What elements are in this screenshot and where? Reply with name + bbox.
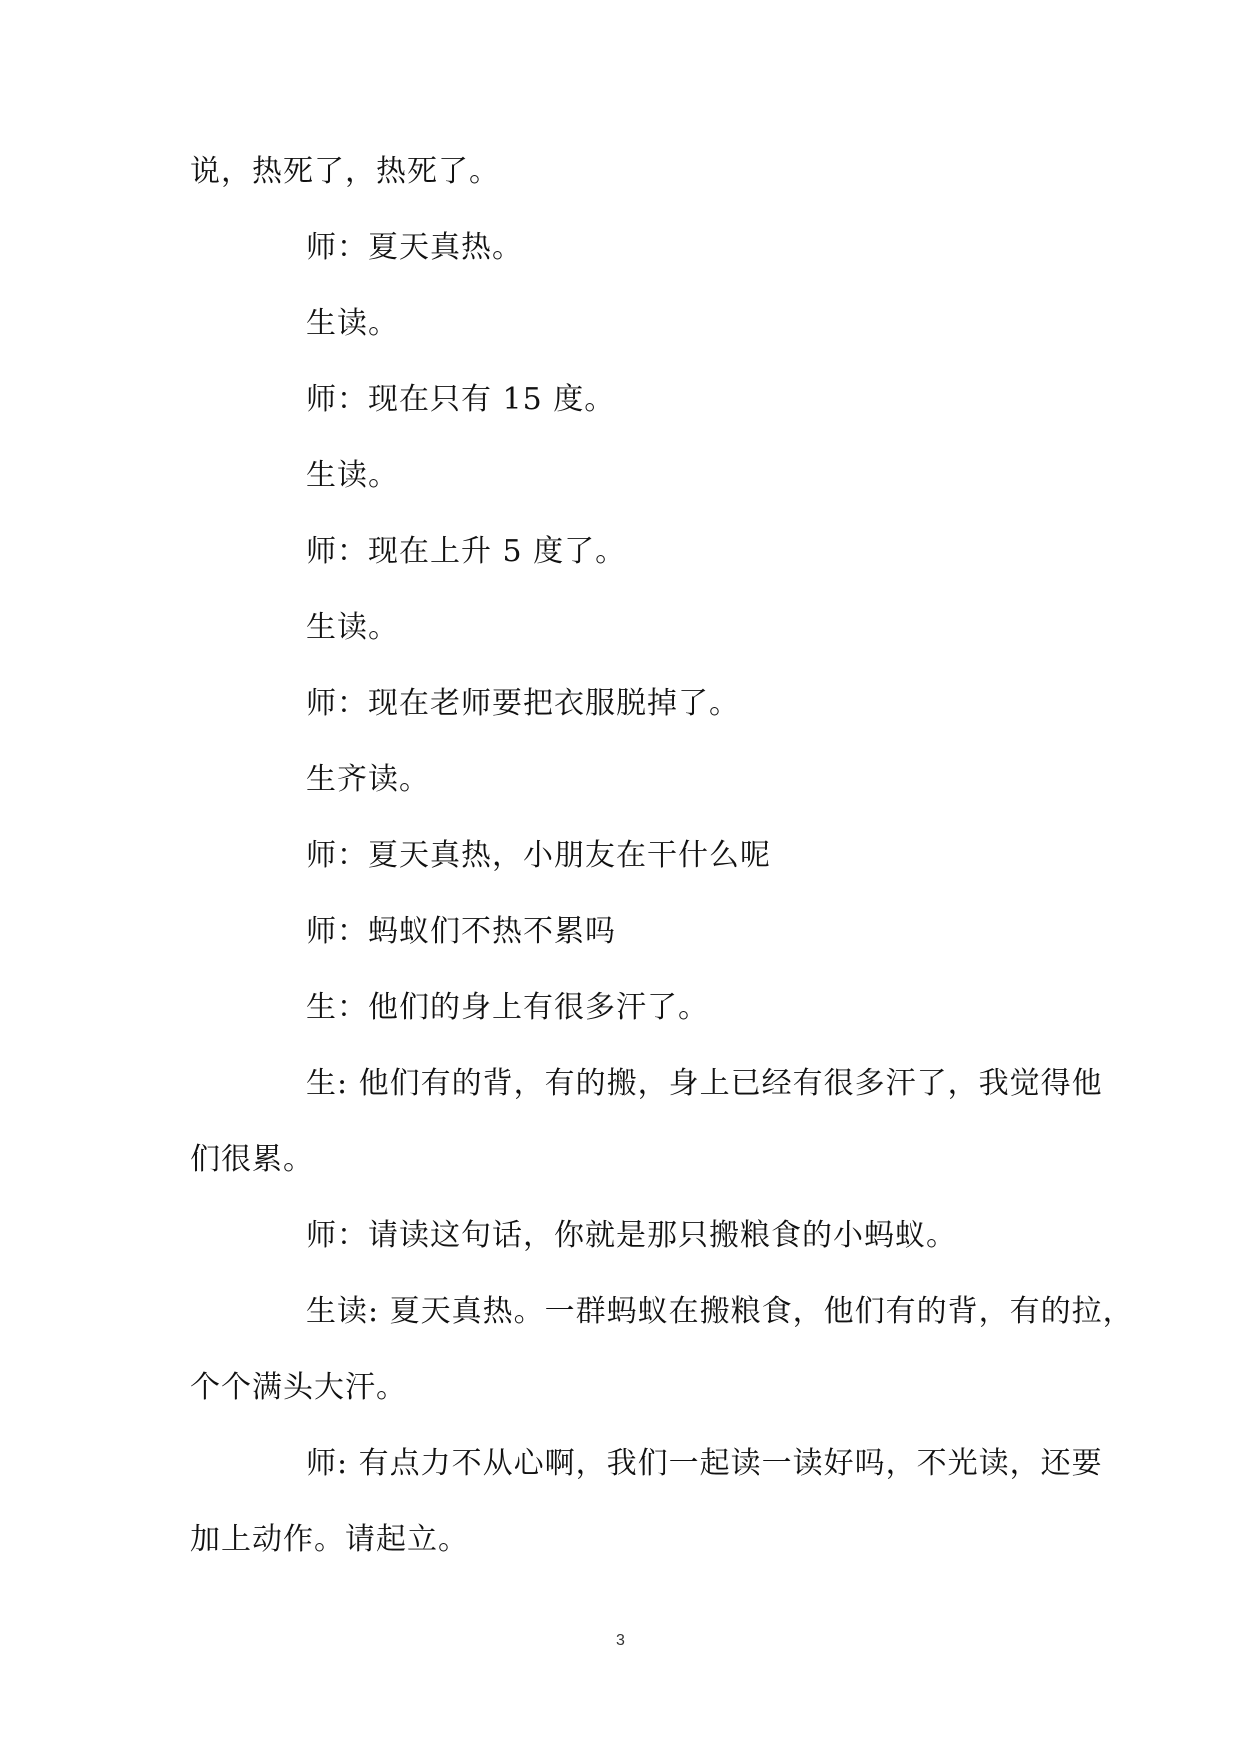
text-line: 生: 他们有的背，有的搬，身上已经有很多汗了，我觉得他 [306,1066,1103,1101]
text-line: 生读。 [306,458,399,493]
text-line: 生读: 夏天真热。一群蚂蚁在搬粮食，他们有的背，有的拉， [306,1294,1134,1329]
text-line: 生齐读。 [306,762,430,797]
text-line: 师: 有点力不从心啊，我们一起读一读好吗，不光读，还要 [306,1446,1103,1481]
text-line: 们很累。 [190,1142,314,1177]
body-text [190,148,1134,1592]
text-line: 生读。 [306,610,399,645]
text-line: 师：夏天真热，小朋友在干什么呢 [306,838,771,873]
page-number: 3 [616,1632,625,1649]
text-line: 师：蚂蚁们不热不累吗 [306,914,616,949]
text-line: 师：夏天真热。 [306,230,523,265]
text-line: 说，热死了，热死了。 [190,154,500,189]
text-line: 生读。 [306,306,399,341]
text-line: 师：现在老师要把衣服脱掉了。 [306,686,740,721]
text-line: 生：他们的身上有很多汗了。 [306,990,709,1025]
text-line: 师：现在只有 15 度。 [306,382,616,417]
text-line: 师：现在上升 5 度了。 [306,534,627,569]
text-line: 加上动作。请起立。 [190,1522,469,1557]
text-line: 师：请读这句话，你就是那只搬粮食的小蚂蚁。 [306,1218,957,1253]
text-line: 个个满头大汗。 [190,1370,407,1405]
